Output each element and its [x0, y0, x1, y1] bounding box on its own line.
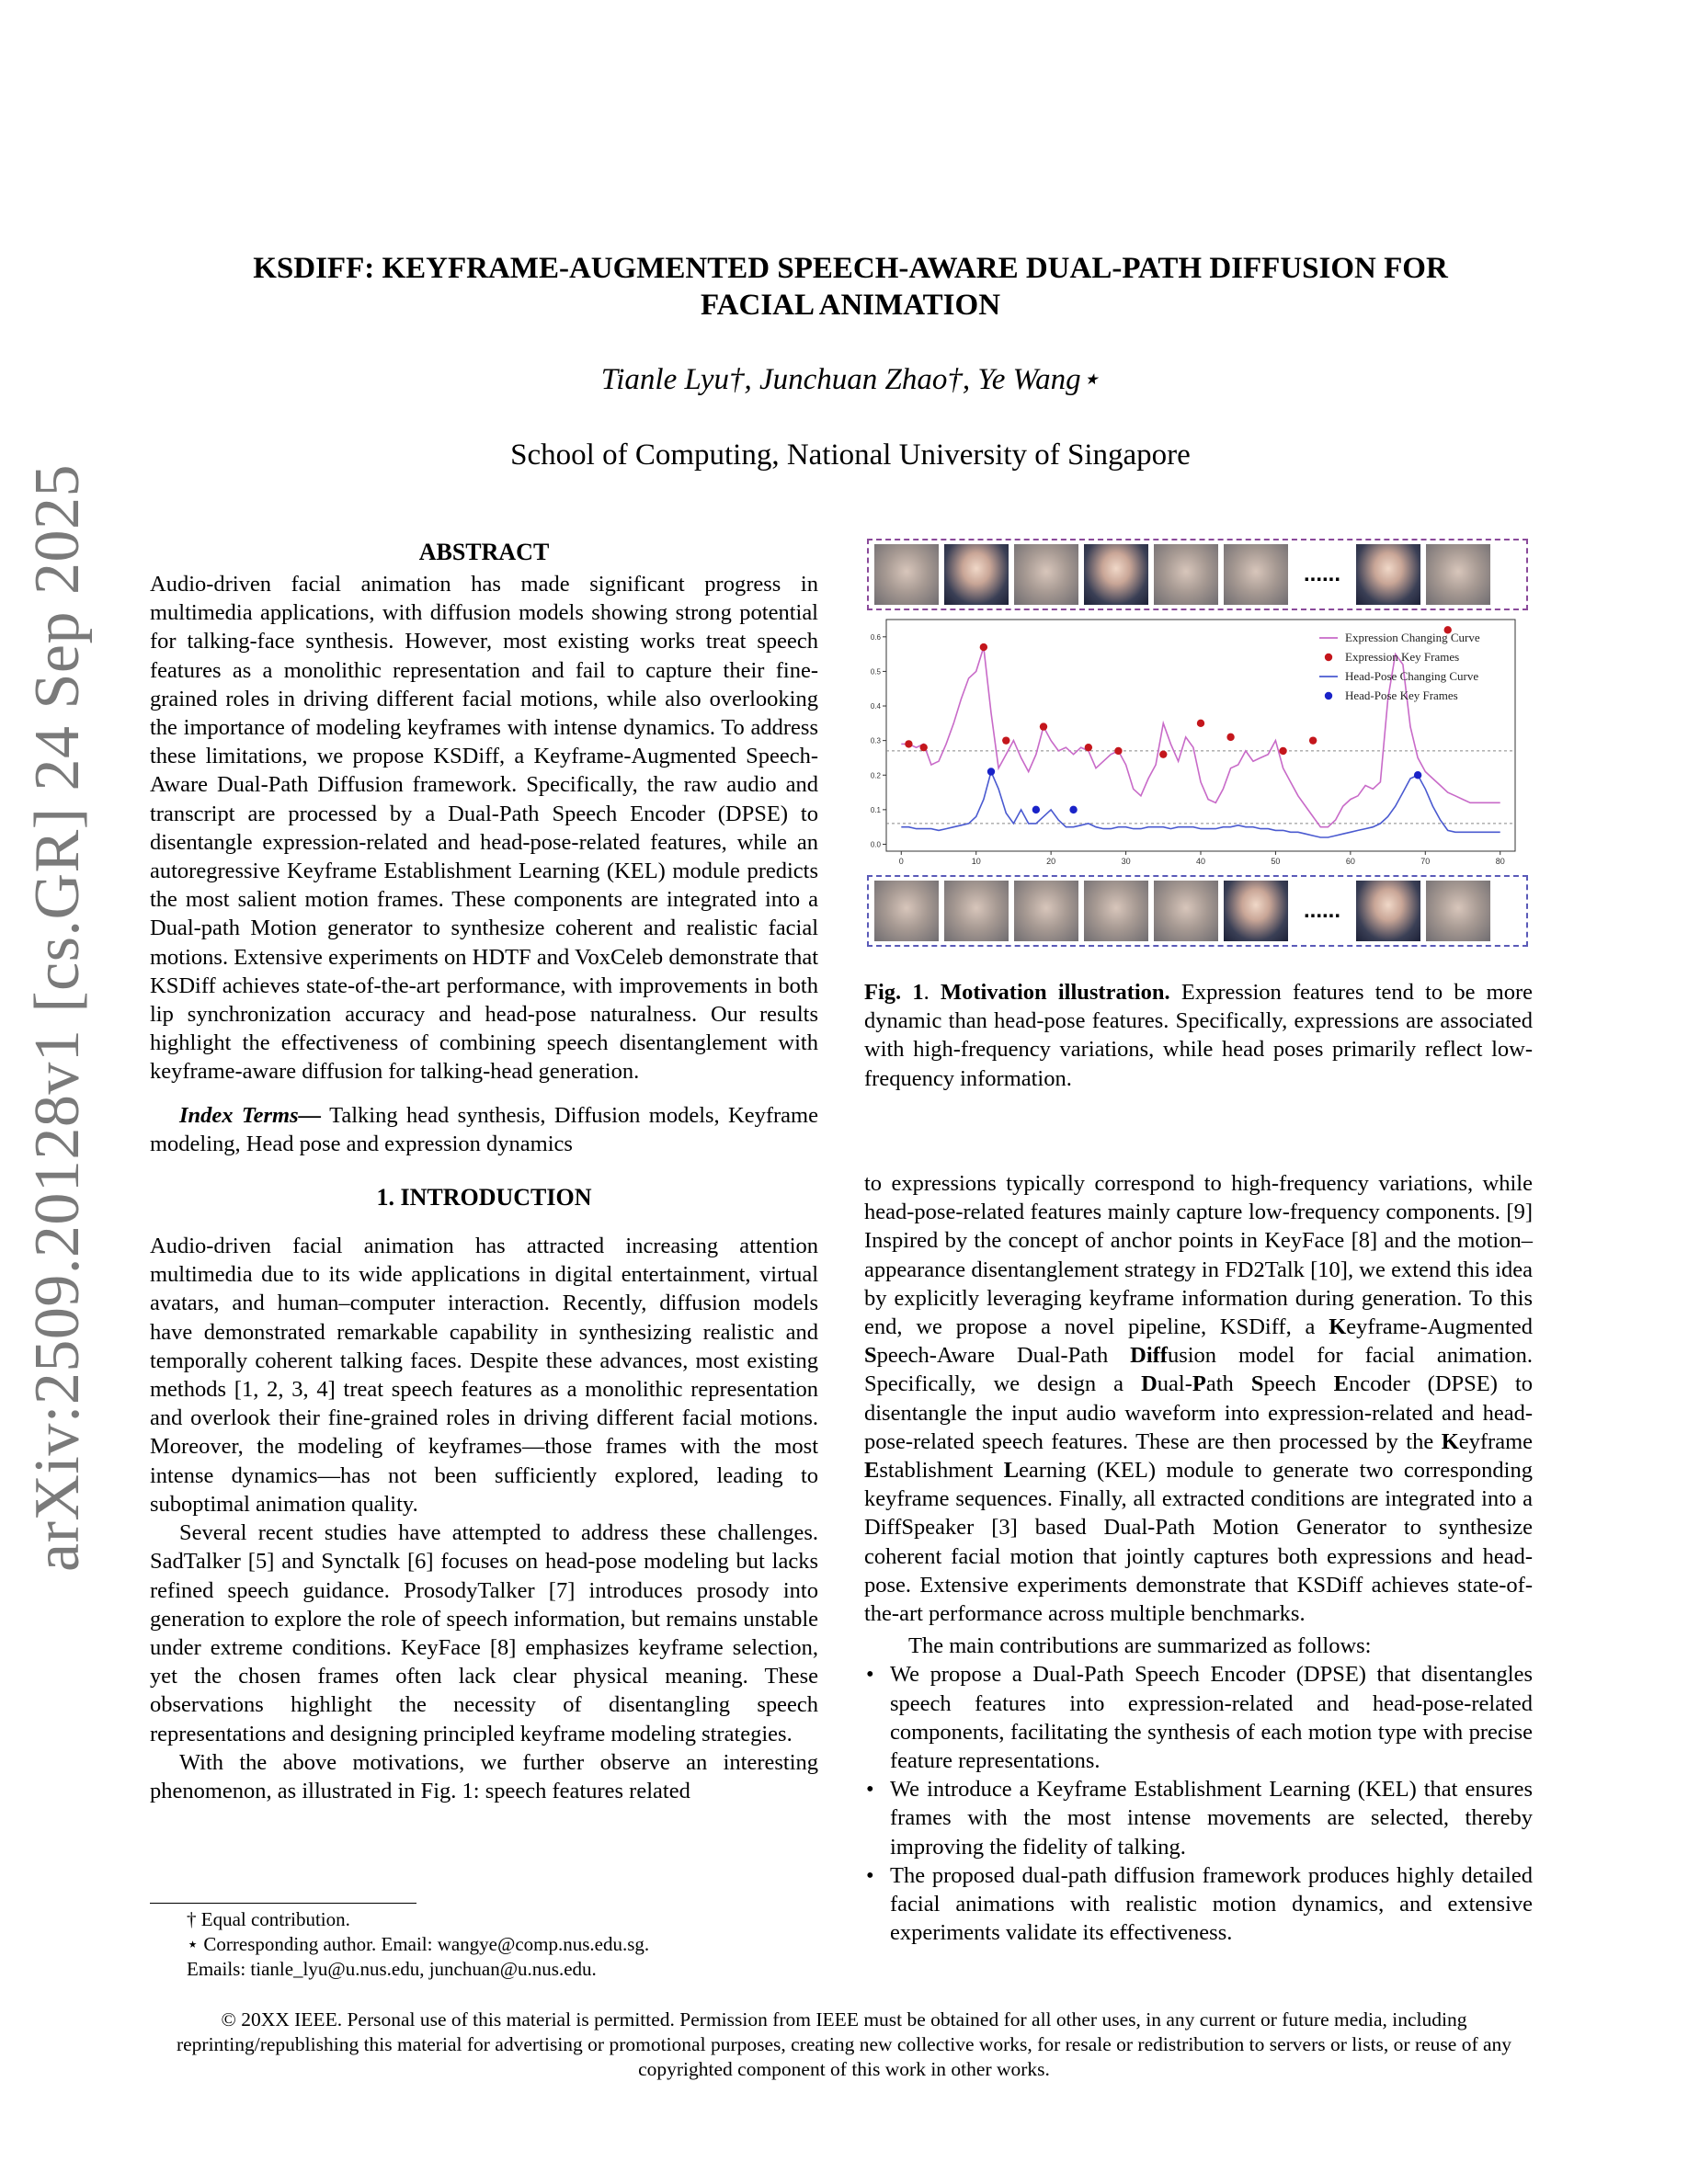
x-tick-label: 60: [1345, 857, 1355, 866]
index-terms-label: Index Terms—: [179, 1102, 322, 1128]
paper-title: [147, 250, 1554, 324]
acronym-letter: K: [1329, 1314, 1347, 1340]
x-tick-label: 20: [1046, 857, 1056, 866]
key-frame-point: [1002, 736, 1009, 744]
y-tick-label: 0.1: [870, 805, 881, 814]
caption-bold: Motivation illustration.: [940, 980, 1170, 1005]
caption-text: Expression features tend to be more dynamic than head-pose features. Specifically, expressions are associated with high-frequency variations, while head poses primarily reflect low-frequency information.: [864, 980, 1534, 1091]
acronym-letter: D: [1141, 1371, 1158, 1397]
key-frame-point: [1414, 771, 1421, 779]
key-frame-point: [1197, 720, 1204, 727]
motion-curve-chart: [864, 614, 1533, 871]
frame-thumbnail: [1014, 544, 1078, 605]
left-column: [150, 537, 818, 1805]
frame-thumbnail: [874, 881, 939, 941]
frame-thumbnail: [1154, 544, 1218, 605]
text-run: earning (KEL) module to generate two corresponding keyframe sequences. Finally, all extracted conditions are integrated into a DiffSpeaker [3] based Dual-Path Motion Generator to synthesize coherent facial motion that jointly captures both expressions and head-pose. Extensive experiments demonstrate that KSDiff achieves state-of-the-art performance across multiple benchmarks.: [864, 1458, 1533, 1627]
key-frame-point: [980, 643, 987, 651]
frame-thumbnail: [944, 881, 1009, 941]
footnote-equal-contribution: † Equal contribution.: [187, 1908, 350, 1930]
index-terms-text: Talking head synthesis, Diffusion models, Keyframe modeling, Head pose and expression dynamics: [150, 1102, 818, 1156]
contributions-list: [864, 1660, 1533, 1947]
legend-entry: Expression Changing Curve: [1345, 631, 1480, 644]
y-tick-label: 0.2: [870, 771, 881, 780]
y-tick-label: 0.3: [870, 736, 881, 745]
y-tick-label: 0.5: [870, 667, 881, 677]
key-frame-point: [1226, 734, 1234, 741]
key-frame-point: [905, 740, 912, 747]
x-tick-label: 70: [1420, 857, 1431, 866]
x-tick-label: 10: [971, 857, 981, 866]
text-run: eyframe-Augmented: [1346, 1314, 1533, 1340]
frame-thumbnail: [1014, 881, 1078, 941]
footnote-corresponding: ⋆ Corresponding author. Email: wangye@comp.nus.edu.sg.: [187, 1933, 650, 1955]
legend-entry: Expression Key Frames: [1345, 650, 1460, 664]
title-line-1: KSDIFF: KEYFRAME-AUGMENTED SPEECH-AWARE DUAL-PATH DIFFUSION FOR: [253, 252, 1448, 285]
footnote-emails: Emails: tianle_lyu@u.nus.edu, junchuan@u.nus.edu.: [187, 1958, 597, 1980]
intro-paragraph-1: Audio-driven facial animation has attracted increasing attention multimedia due to its wide applications in digital entertainment, virtual avatars, and human–computer interaction. Recently, diffusion models have demonstrated remarkable capability in synthesizing realistic and temporally coherent talking faces. Despite these advances, most existing methods [1, 2, 3, 4] treat speech features as a monolithic representation and overlook their fine-grained roles in driving different facial motions. Moreover, the modeling of keyframes—those frames with the most intense dynamics—has not been sufficiently explored, leading to suboptimal animation quality.: [150, 1234, 818, 1517]
index-terms: [150, 1101, 818, 1158]
x-tick-label: 80: [1495, 857, 1505, 866]
intro-heading: 1. INTRODUCTION: [376, 1184, 592, 1211]
key-frame-point: [1032, 806, 1040, 813]
keyframe-thumbnail: [944, 544, 1009, 605]
x-tick-label: 30: [1121, 857, 1131, 866]
right-paragraph-2: The main contributions are summarized as follows:: [908, 1633, 1372, 1659]
keyframe-thumbnail: [1084, 544, 1148, 605]
abstract-heading: ABSTRACT: [418, 539, 550, 565]
legend-swatch: [1325, 654, 1332, 661]
legend-entry: Head-Pose Changing Curve: [1345, 669, 1479, 683]
acronym-letter: S: [1250, 1371, 1264, 1397]
contribution-item: • The proposed dual-path diffusion framework produces highly detailed facial animations with realistic motion dynamics, and extensive experiments validate its effectiveness.: [888, 1861, 1533, 1948]
text-run: ual-: [1157, 1371, 1192, 1397]
footnote-rule: [150, 1903, 416, 1904]
caption-separator: .: [923, 980, 941, 1005]
acronym-letter: S: [864, 1343, 877, 1369]
authors: Tianle Lyu†, Junchuan Zhao†, Ye Wang⋆: [600, 363, 1101, 396]
y-tick-label: 0.0: [870, 840, 881, 849]
text-run: stablishment: [879, 1458, 1004, 1484]
acronym-letter: E: [864, 1458, 880, 1484]
text-run: to expressions typically correspond to high-frequency variations, while head-pose-related features mainly capture low-frequency components. [9] Inspired by the concept of anchor points in KeyFace [8] and the motion–appearance disentanglement strategy in FD2Talk [10], we extend this idea by explicitly leveraging keyframe information during generation. To this end, we propose a novel pipeline, KSDiff, a: [864, 1171, 1533, 1340]
key-frame-point: [1085, 744, 1092, 751]
acronym-letter: K: [1441, 1428, 1459, 1454]
footnotes: [150, 1903, 818, 1982]
text-run: eyframe: [1458, 1428, 1533, 1454]
intro-paragraph-2: Several recent studies have attempted to address these challenges. SadTalker [5] and Synctalk [6] focuses on head-pose modeling but lacks refined speech guidance. ProsodyTalker [7] introduces prosody into generation to explore the role of speech information, but remains unstable under extreme conditions. KeyFace [8] emphasizes keyframe selection, yet the chosen frames often lack clear physical meaning. These observations highlight the necessity of disentangling speech representations and designing principled keyframe modeling strategies.: [150, 1520, 818, 1746]
frame-thumbnail: [1154, 881, 1218, 941]
right-paragraph-1: [864, 1169, 1533, 1628]
text-run: usion model for facial animation. Specifically, we design a: [864, 1343, 1533, 1397]
right-column: [864, 1169, 1533, 1947]
x-tick-label: 0: [898, 857, 904, 866]
ellipsis: ......: [1303, 898, 1340, 923]
text-run: ncoder (DPSE) to disentangle the input audio waveform into expression-related and head-pose-related speech features. These are then processed by the: [864, 1371, 1533, 1454]
acronym-letter: Diff: [1130, 1343, 1168, 1369]
key-frame-point: [1159, 750, 1167, 757]
y-tick-label: 0.6: [870, 632, 881, 642]
key-frame-point: [920, 744, 928, 751]
frame-thumbnail: [874, 544, 939, 605]
acronym-letter: L: [1003, 1458, 1020, 1484]
bottom-frame-strip: [867, 875, 1528, 947]
key-frame-point: [1114, 747, 1122, 755]
frame-thumbnail: [1426, 881, 1490, 941]
x-tick-label: 50: [1271, 857, 1281, 866]
keyframe-thumbnail: [1224, 881, 1288, 941]
top-frame-strip: [867, 539, 1528, 610]
figure-1: [864, 539, 1533, 950]
arxiv-stamp: arXiv:2509.20128v1 [cs.GR] 24 Sep 2025: [22, 463, 93, 1572]
text-run: peech: [1263, 1371, 1334, 1397]
contribution-item: • We introduce a Keyframe Establishment Learning (KEL) that ensures frames with the most intense movements are selected, thereby improving the fidelity of talking.: [888, 1775, 1533, 1861]
figure-caption: [864, 978, 1533, 1093]
y-tick-label: 0.4: [870, 702, 881, 711]
acronym-letter: P: [1192, 1371, 1206, 1397]
text-run: peech-Aware Dual-Path: [876, 1343, 1131, 1369]
frame-thumbnail: [1224, 544, 1288, 605]
keyframe-thumbnail: [1356, 881, 1420, 941]
frame-thumbnail: [1426, 544, 1490, 605]
key-frame-point: [1279, 747, 1286, 755]
acronym-letter: E: [1333, 1371, 1349, 1397]
text-run: ath: [1205, 1371, 1251, 1397]
key-frame-point: [1069, 806, 1077, 813]
legend-entry: Head-Pose Key Frames: [1345, 688, 1458, 702]
keyframe-thumbnail: [1356, 544, 1420, 605]
key-frame-point: [987, 768, 995, 775]
abstract-text: Audio-driven facial animation has made significant progress in multimedia applications, with diffusion models showing strong potential for talking-face synthesis. However, most existing works treat speech features as a monolithic representation and fail to capture their fine-grained roles in driving different facial motions, while also overlooking the importance of modeling keyframes with intense dynamics. To address these limitations, we propose KSDiff, a Keyframe-Augmented Speech-Aware Dual-Path Diffusion framework. Specifically, the raw audio and transcript are processed by a Dual-Path Speech Encoder (DPSE) to disentangle expression-related and head-pose-related features, while an autoregressive Keyframe Establishment Learning (KEL) module predicts the most salient motion frames. These components are integrated into a Dual-path Motion generator to synthesize coherent and realistic facial motions. Extensive experiments on HDTF and VoxCeleb demonstrate that KSDiff achieves state-of-the-art performance, with improvements in both lip synchronization accuracy and head-pose naturalness. Our results highlight the effectiveness of combining speech disentanglement with keyframe-aware diffusion for talking-head generation.: [150, 572, 818, 1085]
affiliation: School of Computing, National University of Singapore: [510, 438, 1191, 472]
key-frame-point: [1309, 736, 1317, 744]
title-line-2: FACIAL ANIMATION: [700, 289, 1001, 322]
copyright-notice: © 20XX IEEE. Personal use of this material is permitted. Permission from IEEE must be obtained for all other uses, in any current or future media, including reprinting/republishing this material for advertising or promotional purposes, creating new collective works, for resale or redistribution to servers or lists, or reuse of any copyrighted component of this work in other works.: [176, 2008, 1512, 2080]
caption-label: Fig. 1: [864, 980, 924, 1005]
frame-thumbnail: [1084, 881, 1148, 941]
x-tick-label: 40: [1195, 857, 1206, 866]
ellipsis: ......: [1303, 562, 1340, 586]
contribution-item: • We propose a Dual-Path Speech Encoder (DPSE) that disentangles speech features into expression-related and head-pose-related components, facilitating the synthesis of each motion type with precise feature representations.: [888, 1660, 1533, 1775]
key-frame-point: [1040, 722, 1047, 730]
legend-swatch: [1325, 692, 1332, 700]
intro-paragraph-3: With the above motivations, we further observe an interesting phenomenon, as illustrated in Fig. 1: speech features related: [150, 1749, 818, 1803]
